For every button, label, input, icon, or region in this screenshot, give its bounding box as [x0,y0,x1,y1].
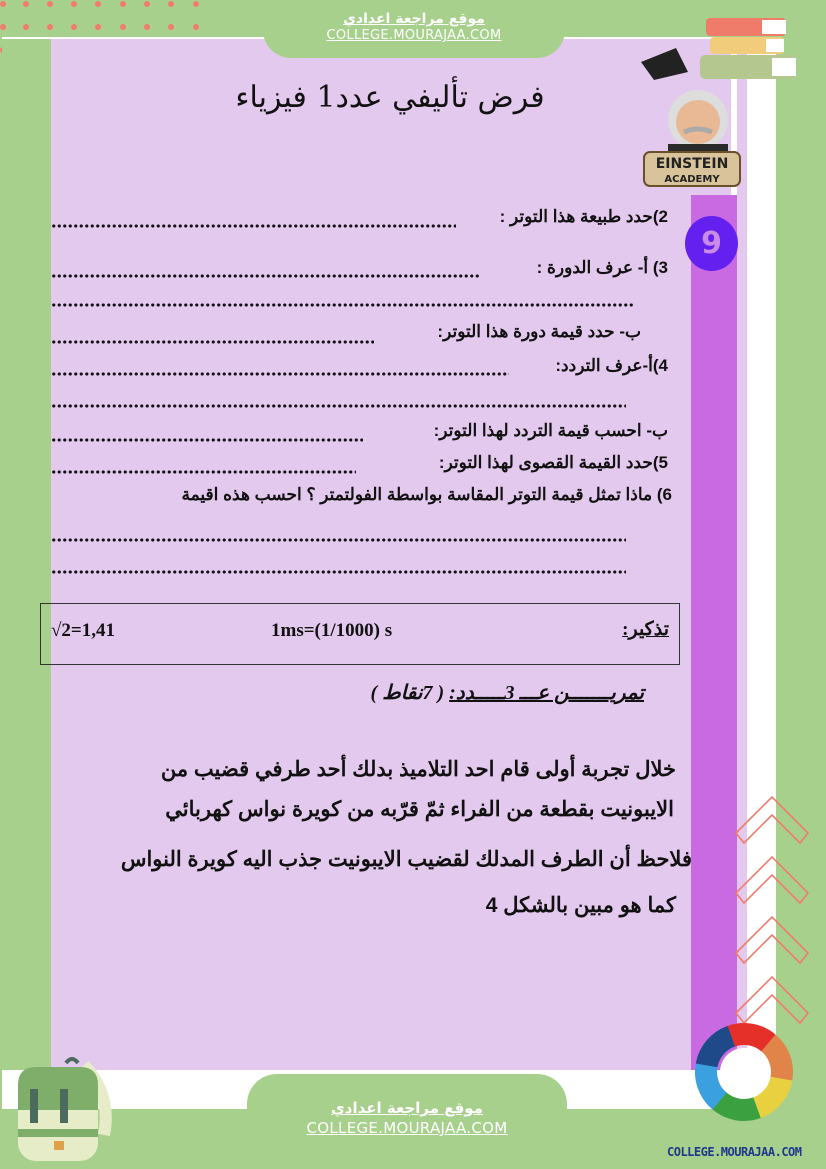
answer-line[interactable] [51,538,626,542]
site-header-tab [263,0,565,58]
question-4b: ب- احسب قيمة التردد لهذا التوتر: [433,421,668,440]
site-url-link[interactable]: COLLEGE.MOURAJAA.COM [326,28,502,43]
answer-line[interactable] [51,470,356,474]
reminder-label: تذكير: [622,619,669,640]
page-title: فرض تأليفي عدد1 فيزياء [235,80,545,115]
left-margin-band [2,39,51,1070]
answer-line[interactable] [51,340,374,344]
answer-line[interactable] [51,570,626,574]
question-3a: 3) أ- عرف الدورة : [536,258,668,277]
answer-line[interactable] [51,303,633,307]
exercise-paragraph-line: فلاحظ أن الطرف المدلك لقضيب الايبونيت جذب اليه كويرة النواس [120,848,692,871]
chevron-up-icon [734,853,810,905]
answer-line[interactable] [51,438,363,442]
chevron-up-icon [734,913,810,965]
backpack-icon [14,1055,114,1165]
millisecond-formula: 1ms=(1/1000) s [271,620,393,641]
question-2: 2)حدد طبيعة هذا التوتر : [499,207,668,226]
site-name-link[interactable]: موقع مراجعة اعدادي [331,1099,483,1117]
site-name-link[interactable]: موقع مراجعة اعدادي [343,11,485,27]
question-6: 6) ماذا تمثل قيمة التوتر المقاسة بواسطة الفولتمتر ؟ احسب هذه اقيمة [181,485,672,504]
exercise-points: ( 7نقاط ) [370,682,450,704]
exercise-paragraph-line: الايبونيت بقطعة من الفراء ثمّ قرّبه من كويرة نواس كهربائي [165,798,674,821]
answer-line[interactable] [51,224,456,228]
svg-text:EINSTEIN: EINSTEIN [655,156,729,172]
sqrt2-formula: √2=1,41 [51,620,116,641]
site-logo-ring [694,1022,794,1122]
exercise-paragraph-line: كما هو مبين بالشكل 4 [485,894,676,917]
page-number-badge: 9 [685,216,738,271]
exercise-paragraph-line: خلال تجربة أولى قام احد التلاميذ بدلك أحد طرفي قضيب من [160,758,676,781]
question-3b: ب- حدد قيمة دورة هذا التوتر: [437,322,641,341]
answer-line[interactable] [51,372,509,376]
svg-text:ACADEMY: ACADEMY [664,174,720,185]
right-purple-band [691,195,737,1070]
exercise-title-text: تمريـــــــن عـــ 3ـــــدد: [449,682,644,704]
exercise-3-title [371,680,644,705]
site-footer-tab [247,1074,567,1169]
chevron-up-icon [734,793,810,845]
question-4a: 4)أ-عرف التردد: [555,356,668,375]
einstein-academy-logo [636,40,746,190]
answer-line[interactable] [51,404,626,408]
reminder-box [40,603,680,665]
site-url-link[interactable]: COLLEGE.MOURAJAA.COM [306,1119,508,1137]
chevron-up-icon [734,973,810,1025]
question-5: 5)حدد القيمة القصوى لهذا التوتر: [438,453,668,472]
logo-site-url: COLLEGE.MOURAJAA.COM [667,1145,802,1159]
answer-line[interactable] [51,274,481,278]
